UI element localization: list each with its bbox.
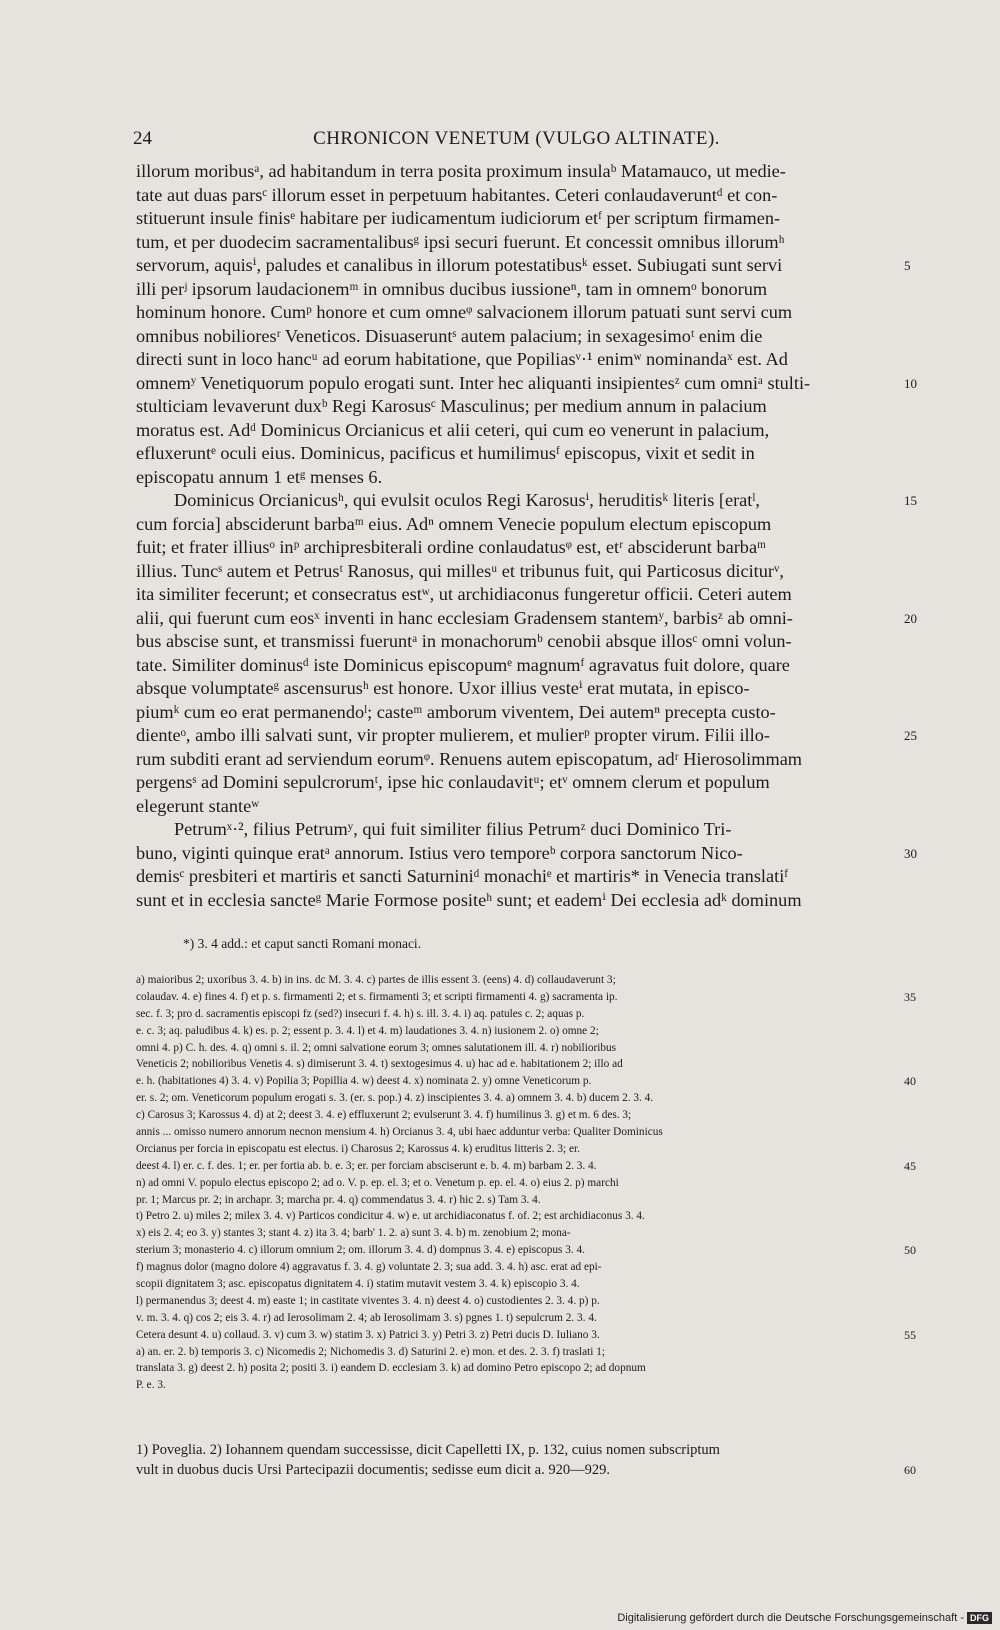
star-footnote: *) 3. 4 add.: et caput sancti Romani monaci.	[183, 936, 422, 951]
apparatus-line-text: P. e. 3.	[136, 1379, 166, 1392]
apparatus-line	[136, 1344, 900, 1361]
apparatus-line	[136, 1006, 900, 1023]
text-line-text: illius. Tuncˢ autem et Petrusᵗ Ranosus, qui millesᵘ et tribunus fuit, qui Particosus diciturᵛ,	[136, 560, 784, 581]
apparatus-line	[136, 1090, 900, 1107]
text-line	[136, 865, 900, 889]
text-line-text: illi perʲ ipsorum laudacionemᵐ in omnibus ducibus iussioneⁿ, tam in omnemᵒ bonorum	[136, 278, 768, 299]
text-line-text: tate aut duas parsᶜ illorum esset in perpetuum habitantes. Ceteri conlaudaveruntᵈ et con-	[136, 184, 778, 205]
line-number: 40	[904, 1074, 916, 1089]
footnote-line	[136, 1440, 900, 1460]
apparatus-line	[136, 1158, 916, 1175]
apparatus-line-text: x) eis 2. 4; eo 3. y) stantes 3; stant 4. z) ita 3. 4; barb' 1. 2. a) sunt 3. 4. b) m. zenobium 2; mona-	[136, 1227, 571, 1240]
text-line	[136, 818, 900, 842]
apparatus-line	[136, 972, 900, 989]
apparatus-line	[136, 1377, 900, 1394]
apparatus-line	[136, 1175, 900, 1192]
apparatus-line	[136, 1208, 900, 1225]
footnote-line	[136, 1460, 916, 1480]
line-number: 15	[904, 493, 917, 508]
line-number: 30	[904, 845, 917, 861]
apparatus-line	[136, 1225, 900, 1242]
apparatus-line	[136, 1293, 900, 1310]
apparatus-line-text: c) Carosus 3; Karossus 4. d) at 2; deest 3. 4. e) effluxerunt 2; evulserunt 3. 4. f) humilinus 3. g) et m. 6 des. 3;	[136, 1109, 632, 1122]
text-line-text: illorum moribusᵃ, ad habitandum in terra posita proximum insulaᵇ Matamauco, ut medie-	[136, 161, 786, 181]
text-line-text: stulticiam levaverunt duxᵇ Regi Karosusᶜ Masculinus; per medium annum in palacium	[136, 396, 767, 416]
apparatus-line-text: er. s. 2; om. Veneticorum populum erogati s. 3. (er. s. pop.) 4. z) inscipientes 3. 4. a) omnem 3. 4. b) ducem 2. 3. 4.	[136, 1092, 654, 1105]
apparatus-line-text: t) Petro 2. u) miles 2; milex 3. 4. v) Particos condicitur 4. w) e. ut archidiaconatus f. of. 2; est archidiaconus 3. 4.	[136, 1210, 645, 1223]
text-line-text: cum forcia] absciderunt barbaᵐ eius. Adⁿ omnem Venecie populum electum episcopum	[136, 513, 772, 534]
apparatus-line	[136, 1276, 900, 1293]
footnotes	[136, 1440, 916, 1480]
text-line	[136, 677, 900, 701]
text-line	[136, 630, 900, 654]
apparatus-line	[136, 1192, 900, 1209]
text-line	[136, 160, 900, 184]
apparatus-line-text: e. h. (habitationes 4) 3. 4. v) Popilia 3; Popillia 4. w) deest 4. x) nominata 2. y) omne Veneticorum p.	[136, 1075, 592, 1088]
text-line	[136, 607, 917, 631]
text-line	[136, 419, 900, 443]
text-line-text: tum, et per duodecim sacramentalibusᵍ ipsi securi fuerunt. Et concessit omnibus illorumʰ	[136, 231, 785, 252]
apparatus-line	[136, 1141, 900, 1158]
apparatus-line-text: scopii dignitatem 3; asc. episcopatus dignitatem 4. i) statim mutavit vestem 3. 4. k) episcopio 3. 4.	[136, 1278, 580, 1291]
apparatus-line	[136, 1056, 900, 1073]
digitization-credit	[617, 1612, 992, 1624]
apparatus-line-text: colaudav. 4. e) fines 4. f) et p. s. firmamenti 2; et s. firmamenti 3; et scripti firmamenti 4. g) sacramenta ip.	[136, 990, 618, 1003]
text-line-text: directi sunt in loco hancᵘ ad eorum habitatione, que Popiliasᵛ·¹ enimʷ nominandaˣ est. Ad	[136, 349, 788, 369]
main-text	[136, 160, 917, 912]
text-line	[136, 466, 900, 490]
footnote-line-text: vult in duobus ducis Ursi Partecipazii documentis; sedisse eum dicit a. 920—929.	[136, 1462, 610, 1478]
text-line-text: tate. Similiter dominusᵈ iste Dominicus episcopumᵉ magnumᶠ agravatus fuit dolore, quare	[136, 654, 790, 675]
text-line	[136, 724, 917, 748]
apparatus-line	[136, 1242, 916, 1259]
apparatus-line	[136, 1259, 900, 1276]
apparatus-line-text: Orcianus per forcia in episcopatu est electus. i) Charosus 2; Karossus 4. k) eruditus litteris 2. 3; er.	[136, 1142, 580, 1155]
apparatus-line	[136, 1023, 900, 1040]
text-line	[136, 513, 900, 537]
apparatus-line-text: omni 4. p) C. h. des. 4. q) omni s. il. 2; omni salvatione eorum 3; omnes salutationem ill. 4. r) nobilioribus	[136, 1041, 617, 1054]
text-line-text: servorum, aquisⁱ, paludes et canalibus in illorum potestatibusᵏ esset. Subiugati sunt servi	[136, 255, 783, 275]
text-line-text: dienteᵒ, ambo illi salvati sunt, vir propter mulierem, et mulierᵖ propter virum. Filii illo-	[136, 725, 770, 745]
text-line	[136, 701, 900, 725]
text-line-text: stituerunt insule finisᵉ habitare per iudicamentum iudiciorum etᶠ per scriptum firmamen-	[136, 208, 781, 228]
critical-apparatus	[136, 972, 916, 1394]
text-line	[136, 842, 917, 866]
apparatus-line-text: a) an. er. 2. b) temporis 3. c) Nicomedis 2; Nichomedis 3. d) Saturini 2. e) mon. et des. 2. 3. f) traslati 1;	[136, 1345, 606, 1358]
text-line	[136, 889, 900, 913]
text-line	[136, 654, 900, 678]
apparatus-line-text: translata 3. g) deest 2. h) posita 2; positi 3. i) eandem D. ecclesiam 3. k) ad domino Petro episcopo 2; ad dopnum	[136, 1362, 646, 1375]
text-line	[136, 348, 900, 372]
text-line	[136, 489, 917, 513]
apparatus-line-text: sec. f. 3; pro d. sacramentis episcopi fz (sed?) insecuri f. 4. h) s. ill. 3. 4. i) aq. patules c. 2; aquas p.	[136, 1007, 585, 1020]
text-line-text: alii, qui fuerunt cum eosˣ inventi in hanc ecclesiam Gradensem stantemʸ, barbisᶻ ab omni-	[136, 607, 793, 628]
line-number: 20	[904, 610, 917, 626]
page-number: 24	[133, 128, 152, 149]
text-line-text: sunt et in ecclesia sancteᵍ Marie Formose positeʰ sunt; et eademⁱ Dei ecclesia adᵏ dominum	[136, 889, 802, 910]
text-line	[136, 748, 900, 772]
line-number: 45	[904, 1158, 916, 1173]
apparatus-line	[136, 1124, 900, 1141]
text-line-text: absque volumptateᵍ ascensurusʰ est honore. Uxor illius vesteⁱ erat mutata, in episco-	[136, 678, 750, 698]
apparatus-line-text: deest 4. l) er. c. f. des. 1; er. per fortia ab. b. e. 3; er. per forciam absciserunt e. b. 4. m) barbam 2. 3. 4.	[136, 1159, 597, 1172]
line-number: 50	[904, 1243, 916, 1258]
text-line-text: omnemʸ Venetiquorum populo erogati sunt. Inter hec aliquanti insipientesᶻ cum omniᵃ stulti-	[136, 372, 811, 393]
apparatus-line-text: annis ... omisso numero annorum necnon mensium 4. h) Orcianus 3. 4, ubi haec adduntur verba: Qualiter Dominicus	[136, 1126, 663, 1139]
text-line	[136, 395, 900, 419]
line-number: 25	[904, 728, 917, 743]
line-number: 60	[904, 1463, 916, 1477]
line-number: 5	[904, 258, 911, 273]
text-line-text: efluxeruntᵉ oculi eius. Dominicus, pacificus et humilimusᶠ episcopus, vixit et sedit in	[136, 443, 755, 463]
apparatus-line	[136, 1310, 900, 1327]
credit-text: Digitalisierung gefördert durch die Deutsche Forschungsgemeinschaft -	[617, 1612, 964, 1624]
text-line	[136, 771, 900, 795]
text-line	[136, 254, 911, 278]
line-number: 10	[904, 375, 917, 391]
dfg-logo: DFG	[967, 1612, 992, 1624]
text-line-text: omnibus nobilioresʳ Veneticos. Disuaseruntˢ autem palacium; in sexagesimoᵗ enim die	[136, 325, 763, 346]
page-title: CHRONICON VENETUM (VULGO ALTINATE).	[313, 128, 720, 149]
line-number: 55	[904, 1327, 916, 1342]
apparatus-line	[136, 1073, 916, 1090]
apparatus-line	[136, 1107, 900, 1124]
footnote-line-text: 1) Poveglia. 2) Iohannem quendam successisse, dicit Capelletti IX, p. 132, cuius nomen subscriptum	[136, 1442, 720, 1458]
text-line-text: Petrumˣ·², filius Petrumʸ, qui fuit similiter filius Petrumᶻ duci Dominico Tri-	[174, 819, 732, 839]
apparatus-line-text: Veneticis 2; nobilioribus Venetis 4. s) dimiserunt 3. 4. t) sextogesimus 4. u) hac ad e. habitationem 2; illo ad	[136, 1058, 623, 1071]
text-line-text: moratus est. Adᵈ Dominicus Orcianicus et alii ceteri, qui cum eo venerunt in palacium,	[136, 419, 770, 440]
text-line-text: ita similiter fecerunt; et consecratus estʷ, ut archidiaconus fungeretur officii. Ceteri autem	[136, 584, 792, 604]
text-line	[136, 372, 917, 396]
apparatus-line-text: n) ad omni V. populo electus episcopo 2; ad o. V. p. ep. el. 3; et o. Venetum p. ep. el. 4. o) eius 2. p) marchi	[136, 1176, 619, 1189]
apparatus-line-text: a) maioribus 2; uxoribus 3. 4. b) in ins. dc M. 3. 4. c) partes de illis essent 3. (eens) 4. d) collaudaverunt 3;	[136, 974, 616, 986]
apparatus-line-text: sterium 3; monasterio 4. c) illorum omnium 2; om. illorum 3. 4. d) dompnus 3. 4. e) episcopus 3. 4.	[136, 1244, 586, 1257]
text-line-text: episcopatu annum 1 etᵍ menses 6.	[136, 466, 383, 487]
apparatus-line-text: e. c. 3; aq. paludibus 4. k) es. p. 2; essent p. 3. 4. l) et 4. m) laudationes 3. 4. n) iusionem 2. o) omne 2;	[136, 1024, 599, 1037]
apparatus-line-text: f) magnus dolor (magno dolore 4) aggravatus f. 3. 4. g) voluntate 2. 3; sua add. 3. 4. h) asc. erat ad epi-	[136, 1261, 602, 1274]
text-line	[136, 325, 900, 349]
text-line	[136, 795, 900, 819]
text-line-text: piumᵏ cum eo erat permanendoˡ; casteᵐ amborum viventem, Dei autemⁿ precepta custo-	[136, 701, 776, 722]
text-line	[136, 278, 900, 302]
text-line	[136, 207, 900, 231]
apparatus-line-text: v. m. 3. 4. q) cos 2; eis 3. 4. r) ad Ierosolimam 2. 4; ab Ierosolimam 3. s) pgnes 1. t) sepulcrum 2. 3. 4.	[136, 1311, 597, 1324]
text-line-text: hominum honore. Cumᵖ honore et cum omneᵠ salvacionem illorum patuati sunt servi cum	[136, 302, 793, 322]
text-line-text: demisᶜ presbiteri et martiris et sancti Saturniniᵈ monachiᵉ et martiris* in Venecia translatiᶠ	[136, 866, 789, 886]
apparatus-line	[136, 989, 916, 1006]
text-line	[136, 583, 900, 607]
text-line-text: fuit; et frater illiusᵒ inᵖ archipresbiterali ordine conlaudatusᵠ est, etʳ absciderunt barbaᵐ	[136, 537, 766, 557]
text-line	[136, 301, 900, 325]
text-line	[136, 536, 900, 560]
text-line-text: rum subditi erant ad serviendum eorumᵠ. Renuens autem episcopatum, adʳ Hierosolimmam	[136, 748, 803, 769]
apparatus-line-text: pr. 1; Marcus pr. 2; in archapr. 3; marcha pr. 4. q) commendatus 3. 4. r) hic 2. s) Tam 3. 4.	[136, 1193, 541, 1206]
text-line-text: bus abscise sunt, et transmissi fueruntᵃ in monachorumᵇ cenobii absque illosᶜ omni volun-	[136, 631, 792, 651]
text-line-text: elegerunt stanteʷ	[136, 795, 260, 816]
text-line-text: pergensˢ ad Domini sepulcrorumᵗ, ipse hic conlaudavitᵘ; etᵛ omnem clerum et populum	[136, 772, 770, 792]
apparatus-line-text: Cetera desunt 4. u) collaud. 3. v) cum 3. w) statim 3. x) Patrici 3. y) Petri 3. z) Petri ducis D. Iuliano 3.	[136, 1328, 600, 1341]
text-line-text: buno, viginti quinque eratᵃ annorum. Istius vero temporeᵇ corpora sanctorum Nico-	[136, 842, 743, 863]
text-line	[136, 184, 900, 208]
apparatus-line	[136, 1040, 900, 1057]
text-line-text: Dominicus Orcianicusʰ, qui evulsit oculos Regi Karosusⁱ, heruditisᵏ literis [eratˡ,	[174, 490, 760, 510]
apparatus-line	[136, 1327, 916, 1344]
line-number: 35	[904, 989, 916, 1004]
text-line	[136, 231, 900, 255]
apparatus-line-text: l) permanendus 3; deest 4. m) easte 1; in castitate viventes 3. 4. n) deest 4. o) custodientes 2. 3. 4. p) p.	[136, 1294, 600, 1307]
text-line	[136, 560, 900, 584]
text-line	[136, 442, 900, 466]
apparatus-line	[136, 1360, 900, 1377]
running-header	[133, 128, 900, 158]
